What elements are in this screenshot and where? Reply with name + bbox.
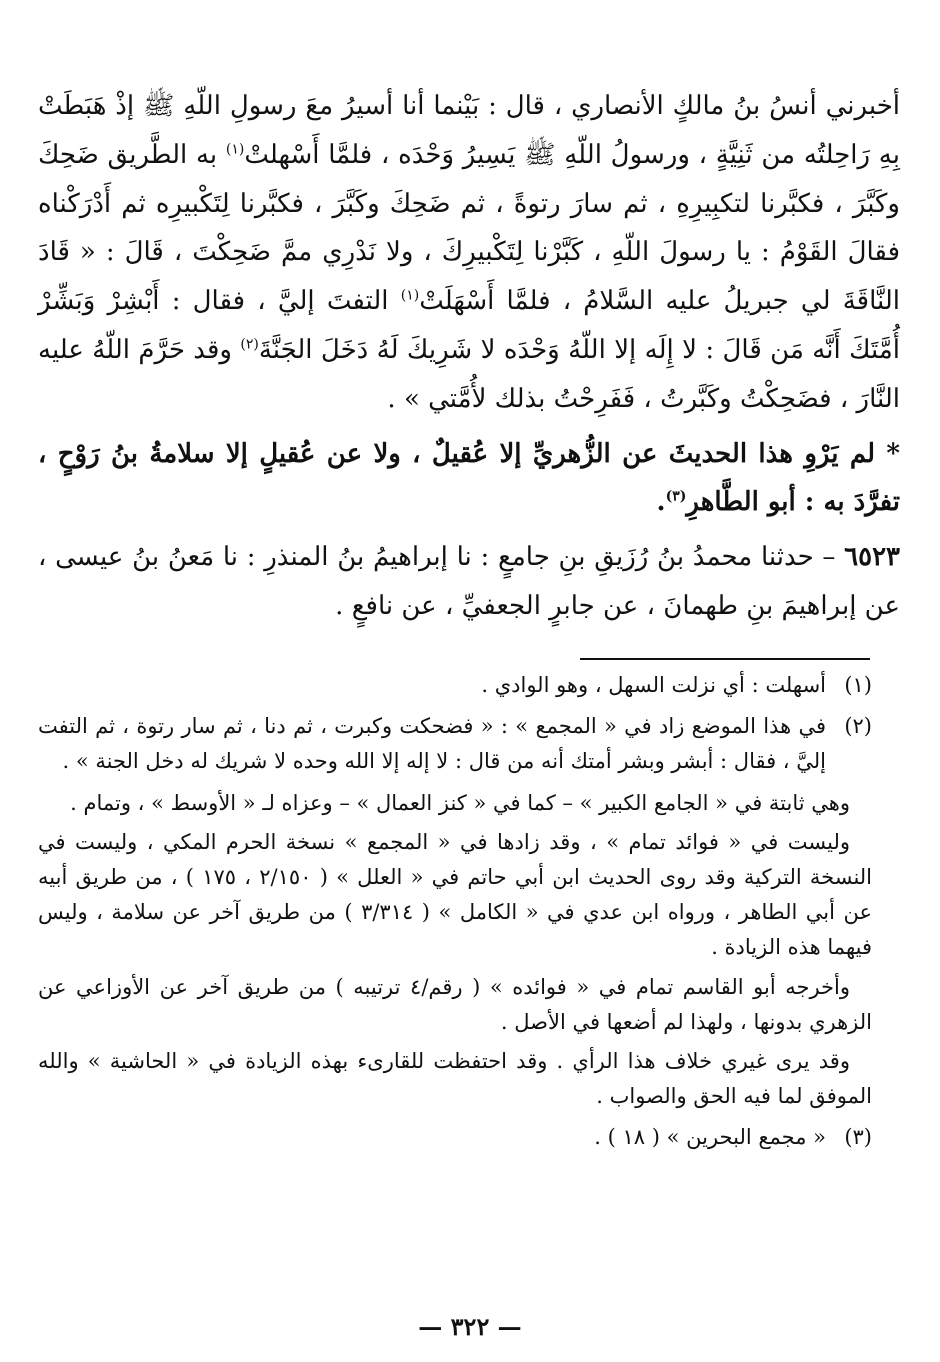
footnote-number: (٣): [844, 1125, 872, 1150]
footnote-3: [38, 1120, 872, 1155]
footnote-ref[interactable]: (١): [225, 141, 245, 158]
main-text: [38, 82, 900, 631]
footnote-ref[interactable]: (١): [400, 287, 420, 304]
footnote-2: [38, 709, 872, 779]
footnote-text: وقد يرى غيري خلاف هذا الرأي . وقد احتفظت للقارىء بهذه الزيادة في « الحاشية » والله الموفق لما فيه الحق والصواب .: [38, 1049, 872, 1109]
footnote-text: في هذا الموضع زاد في « المجمع » : « فضحكت وكبرت ، ثم دنا ، ثم سار رتوة ، ثم التفت إليَّ ، فقال : أبشر وبشر أمتك أنه من قال : لا إله إلا الله وحده لا شريك له دخل الجنة » .: [38, 714, 826, 774]
footnote-text: « مجمع البحرين » ( ١٨ ) .: [594, 1125, 826, 1150]
footnote-text: وأخرجه أبو القاسم تمام في « فوائده » ( رقم/٤ ترتيبه ) من طريق آخر عن الأوزاعي عن الزهري بدونها ، ولهذا لم أضعها في الأصل .: [38, 974, 872, 1034]
hadith-number: ٦٥٢٣: [844, 542, 900, 573]
page-number: — ٣٢٢ —: [418, 1312, 522, 1341]
footnote-text: وهي ثابتة في « الجامع الكبير » – كما في « كنز العمال » – وعزاه لـ « الأوسط » ، وتمام .: [70, 790, 850, 815]
footnote-ref[interactable]: (٢): [240, 336, 259, 353]
isnad-paragraph: ٦٥٢٣ – حدثنا محمدُ بنُ رُزَيقِ بنِ جامعٍ : نا إبراهيمُ بنُ المنذرِ : نا مَعنُ بنُ عيسى ، عن إبراهيمَ بنِ طهمانَ ، عن جابرٍ الجعفيِّ ، عن نافعٍ .: [38, 542, 900, 621]
footnote-number: (١): [844, 673, 872, 697]
commentary-paragraph: * لم يَرْوِ هذا الحديثَ عن الزُّهريِّ إلا عُقيلٌ ، ولا عن عُقيلٍ إلا سلامةُ بنُ رَوْحٍ ، تفرَّدَ به : أبو الطَّاهرِ$^{(٣)}$.: [38, 438, 900, 518]
footnote-separator: [580, 658, 870, 660]
footnote-number: (٢): [844, 714, 872, 739]
footnote-2-continuation: [38, 786, 872, 1115]
hadith-paragraph: أخبرني أنسُ بنُ مالكٍ الأنصاري ، قال : بَيْنما أنا أسيرُ معَ رسولِ اللّهِ ﷺ إذْ هَبَطَتْ بِهِ رَاحِلتُه من ثَنِيَّةٍ ، ورسولُ اللّهِ ﷺ يَسِيرُ وَحْدَه ، فلمَّا أَسْهلتْ$^{(١)}$ به الطَّريق ضَحِكَ وكَبَّرَ ، فكبَّرنا لتكبِيرِهِ ، ثم سارَ رتوةً ، ثم ضَحِكَ وكَبَّرَ ، فكبَّرنا لِتَكْبيرِه ثم أَدْرَكْناه فقالَ القَوْمُ : يا رسولَ اللّهِ ، كَبَّرْنا لِتَكْبيرِكَ ، ولا نَدْرِي ممَّ ضَحِكْتَ ، قَالَ : « قَادَ النَّاقَةَ لي جبريلُ عليه السَّلامُ ، فلمَّا أَسْهَلَتْ$^{(١)}$ التفتَ إليَّ ، فقال : أَبْشِرْ وَبَشِّرْ أُمَّتَكَ أَنَّه مَن قَالَ : لا إِلَه إلا اللّهُ وَحْدَه لا شَرِيكَ لَهُ دَخَلَ الجَنَّةَ$^{(٢)}$ وقد حَرَّمَ اللّهُ عليه النَّارَ ، فضَحِكْتُ وكَبَّرتُ ، فَفَرِحْتُ بذلك لأُمَّتي » .: [38, 91, 900, 414]
footnote-1: [38, 668, 872, 703]
footnote-ref[interactable]: (٣): [665, 488, 687, 505]
footnote-text: وليست في « فوائد تمام » ، وقد زادها في « المجمع » نسخة الحرم المكي ، وليست في النسخة التركية وقد روى الحديث ابن أبي حاتم في « العلل » ( ٢/١٥٠ ، ١٧٥ ) ، من طريق أبيه عن أبي الطاهر ، ورواه ابن عدي في « الكامل » ( ٣/٣١٤ ) من طريق آخر عن سلامة ، وليس فيهما هذه الزيادة .: [38, 829, 873, 960]
footnote-text: أسهلت : أي نزلت السهل ، وهو الوادي .: [481, 673, 826, 697]
footnotes: [38, 668, 872, 1162]
